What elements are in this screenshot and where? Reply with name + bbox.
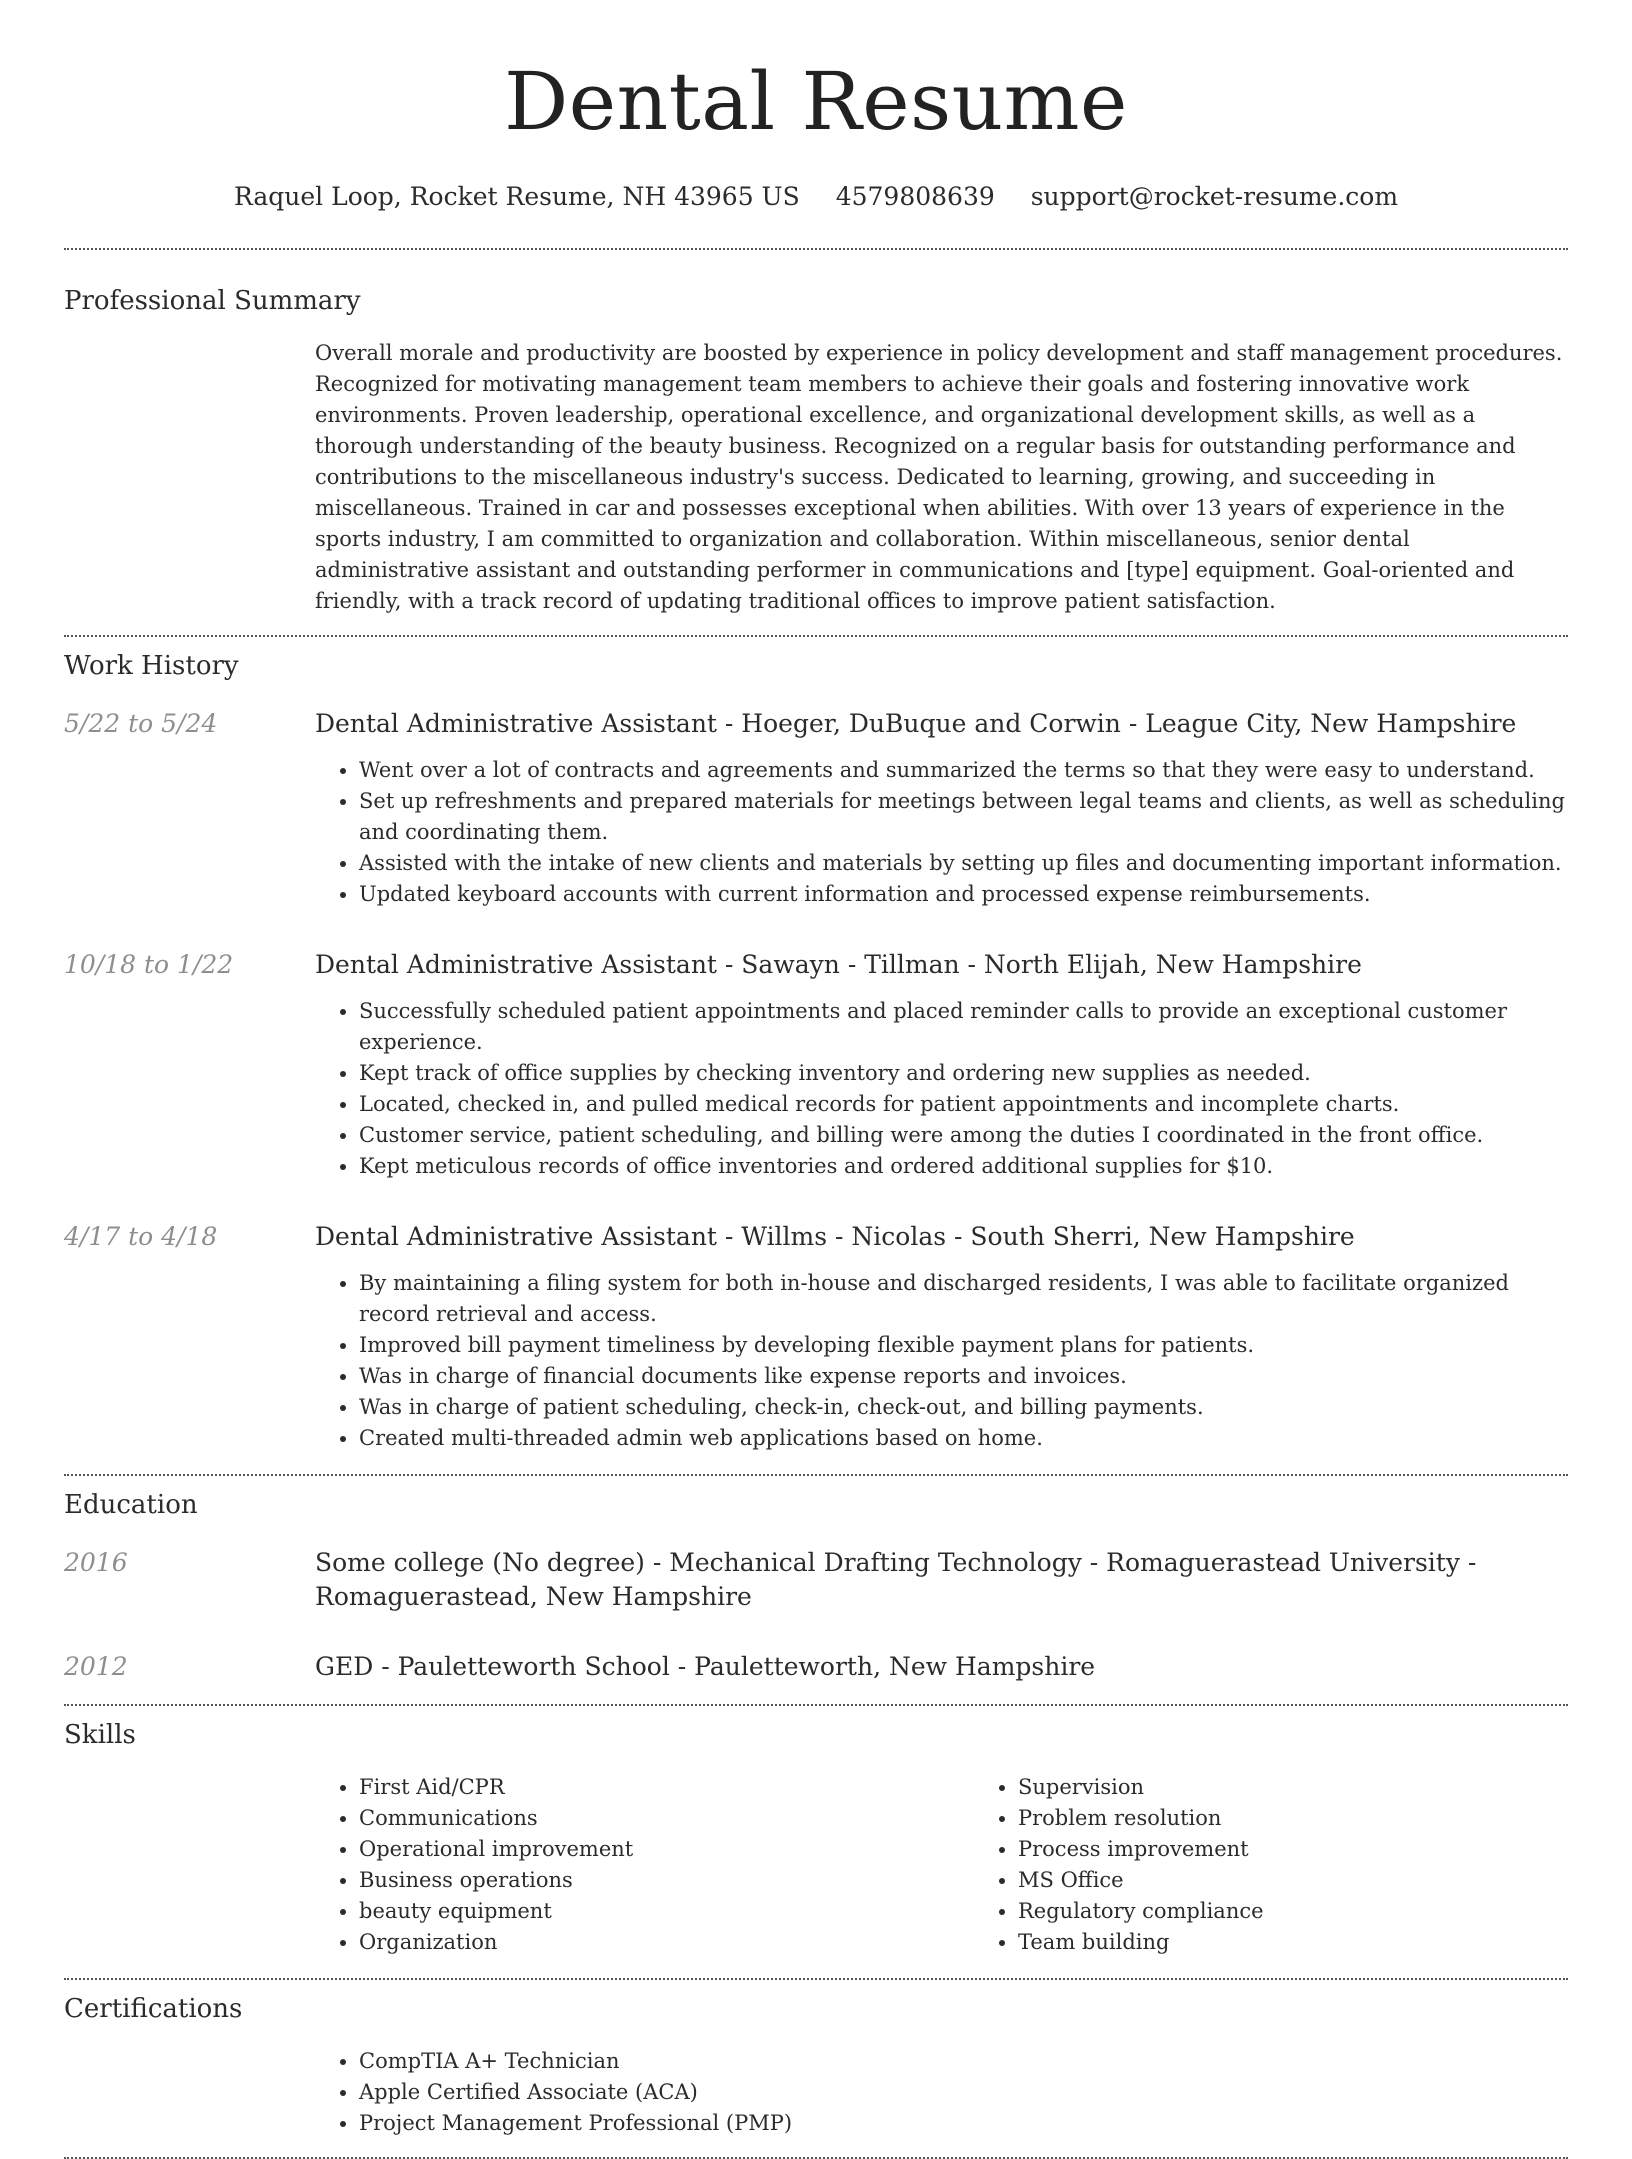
skill-item: • Problem resolution — [1018, 1803, 1632, 1834]
skill-item: • MS Office — [1018, 1865, 1632, 1896]
job-bullet: • Located, checked in, and pulled medical records for patient appointments and incomplete charts. — [359, 1089, 1568, 1120]
skill-item: • Organization — [359, 1927, 974, 1958]
education-heading: Education — [64, 1490, 198, 1520]
work-history-heading: Work History — [64, 651, 239, 681]
certifications-list — [315, 2046, 1568, 2139]
skills-list-left — [315, 1772, 974, 1958]
education-year: 2012 — [64, 1652, 128, 1681]
job-bullet: • Set up refreshments and prepared materials for meetings between legal teams and clients, as well as scheduling and coordinating them. — [359, 786, 1568, 848]
skill-item: • Supervision — [1018, 1772, 1632, 1803]
education-entry — [64, 1650, 1568, 1684]
summary-section — [64, 250, 1568, 617]
job-bullets — [315, 996, 1568, 1182]
education-entry — [64, 1546, 1568, 1614]
job-entry — [64, 1220, 1568, 1454]
summary-heading: Professional Summary — [64, 286, 361, 316]
skill-item: • Team building — [1018, 1927, 1632, 1958]
skill-item: • First Aid/CPR — [359, 1772, 974, 1803]
contact-email: support@rocket-resume.com — [1030, 182, 1399, 211]
summary-spacer — [64, 338, 315, 617]
certifications-section — [64, 1980, 1568, 2139]
skill-item: • Process improvement — [1018, 1834, 1632, 1865]
skill-item: • Business operations — [359, 1865, 974, 1896]
skill-item: • beauty equipment — [359, 1896, 974, 1927]
job-bullet: • Successfully scheduled patient appointments and placed reminder calls to provide an exceptional customer experience. — [359, 996, 1568, 1058]
job-heading: Dental Administrative Assistant - Willms - Nicolas - South Sherri, New Hampshire — [315, 1222, 1355, 1251]
skills-section — [64, 1706, 1568, 1958]
job-bullet: • Kept meticulous records of office inventories and ordered additional supplies for $10. — [359, 1151, 1568, 1182]
job-bullets — [315, 755, 1568, 910]
job-bullet: • Was in charge of patient scheduling, check-in, check-out, and billing payments. — [359, 1392, 1568, 1423]
certifications-heading: Certifications — [64, 1994, 243, 2024]
skill-item: • Regulatory compliance — [1018, 1896, 1632, 1927]
certification-item: • Apple Certified Associate (ACA) — [359, 2077, 1568, 2108]
job-bullet: • Went over a lot of contracts and agreements and summarized the terms so that they were easy to understand. — [359, 755, 1568, 786]
resume-header — [64, 0, 1568, 214]
job-bullet: • Improved bill payment timeliness by developing flexible payment plans for patients. — [359, 1330, 1568, 1361]
job-bullet: • Created multi-threaded admin web applications based on home. — [359, 1423, 1568, 1454]
job-dates: 5/22 to 5/24 — [64, 709, 218, 738]
skill-item: • Operational improvement — [359, 1834, 974, 1865]
certification-item: • Project Management Professional (PMP) — [359, 2108, 1568, 2139]
education-year: 2016 — [64, 1548, 128, 1577]
job-bullet: • Updated keyboard accounts with current information and processed expense reimbursements. — [359, 879, 1568, 910]
skills-list-right — [974, 1772, 1632, 1958]
contact-address: Raquel Loop, Rocket Resume, NH 43965 US — [233, 182, 800, 211]
certification-item: • CompTIA A+ Technician — [359, 2046, 1568, 2077]
job-dates: 4/17 to 4/18 — [64, 1222, 218, 1251]
work-history-section — [64, 637, 1568, 1454]
education-section — [64, 1476, 1568, 1684]
resume-title: Dental Resume — [504, 55, 1128, 148]
job-bullet: • Was in charge of financial documents like expense reports and invoices. — [359, 1361, 1568, 1392]
job-entry — [64, 948, 1568, 1182]
job-heading: Dental Administrative Assistant - Sawayn - Tillman - North Elijah, New Hampshire — [315, 950, 1362, 979]
job-entry — [64, 707, 1568, 910]
education-heading-text: Some college (No degree) - Mechanical Drafting Technology - Romaguerastead University - Romaguerastead, New Hampshire — [315, 1548, 1477, 1611]
job-bullet: • Assisted with the intake of new clients and materials by setting up files and documenting important information. — [359, 848, 1568, 879]
job-bullet: • Kept track of office supplies by checking inventory and ordering new supplies as needed. — [359, 1058, 1568, 1089]
education-heading-text: GED - Pauletteworth School - Pauletteworth, New Hampshire — [315, 1652, 1096, 1681]
job-heading: Dental Administrative Assistant - Hoeger, DuBuque and Corwin - League City, New Hampshire — [315, 709, 1517, 738]
contact-phone: 4579808639 — [835, 182, 995, 211]
skills-heading: Skills — [64, 1720, 136, 1750]
skill-item: • Communications — [359, 1803, 974, 1834]
summary-text: Overall morale and productivity are boosted by experience in policy development and staff management procedures. Recognized for motivating management team members to achieve their goals and fostering innovative work environments. Proven leadership, operational excellence, and organizational development skills, as well as a thorough understanding of the beauty business. Recognized on a regular basis for outstanding performance and contributions to the miscellaneous industry's success. Dedicated to learning, growing, and succeeding in miscellaneous. Trained in car and possesses exceptional when abilities. With over 13 years of experience in the sports industry, I am committed to organization and collaboration. Within miscellaneous, senior dental administrative assistant and outstanding performer in communications and [type] equipment. Goal-oriented and friendly, with a track record of updating traditional offices to improve patient satisfaction. — [315, 341, 1563, 613]
job-bullet: • By maintaining a filing system for both in-house and discharged residents, I was able to facilitate organized record retrieval and access. — [359, 1268, 1568, 1330]
job-bullet: • Customer service, patient scheduling, and billing were among the duties I coordinated in the front office. — [359, 1120, 1568, 1151]
job-dates: 10/18 to 1/22 — [64, 950, 234, 979]
contact-line — [64, 180, 1568, 214]
job-bullets — [315, 1268, 1568, 1454]
